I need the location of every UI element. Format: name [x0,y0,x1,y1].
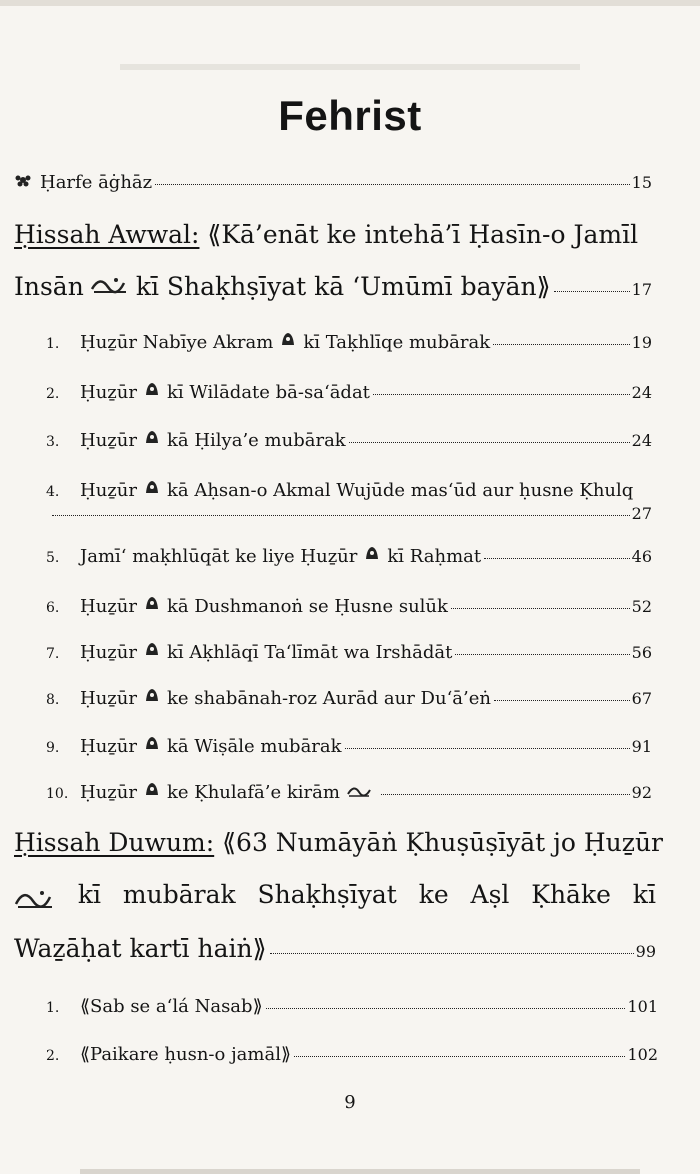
entry-number: 1. [46,1000,60,1016]
entry-number: 5. [46,550,60,566]
section-title-line2 [14,880,656,910]
entry-text-end: kā Aḥsan-o Akmal Wujūde mas‘ūd aur ḥusne Ḳhulq [166,480,634,501]
toc-entry-1[interactable] [0,330,700,353]
toc-page-number: 24 [631,431,652,450]
title-word: Ḳhāke [531,880,611,909]
entry-number: 2. [46,1048,60,1064]
toc-page-number: 99 [635,942,656,961]
bleed-through-text [0,58,700,80]
entry-text-end: kī Taḳhlīqe mubārak [303,332,491,353]
entry-text-end: kā Wiṣāle mubārak [166,736,342,757]
section-label: Ḥissah Awwal: [14,220,200,249]
title-word: Shaḳhṣīyat [257,880,397,909]
toc-page-number: 101 [627,997,658,1016]
title-word: mubārak [122,880,236,909]
entry-number: 2. [46,386,60,402]
salutation-icon [143,780,161,798]
entry-number: 6. [46,600,60,616]
entry-text-end: ke shabānah-roz Aurād aur Du‘ā’eṅ [166,688,491,709]
salutation-icon [143,594,161,612]
entry-text-start: Ḥuẕūr [80,480,137,501]
toc-entry-hissah-awwal[interactable] [0,272,700,301]
entry-text-end: kā Dushmanoṅ se Ḥusne sulūk [166,596,448,617]
toc-entry-6[interactable] [0,594,700,617]
toc-entry-4[interactable] [0,478,700,501]
toc-entry-duwum-1[interactable] [0,996,700,1017]
entry-text: ⟪Sab se a‘lá Nasab⟫ [80,996,263,1017]
dot-leader [455,654,629,655]
salutation-icon [143,640,161,658]
toc-entry-4-continuation[interactable] [0,504,700,523]
toc-entry-10[interactable] [0,780,700,803]
dot-leader [266,1008,626,1009]
toc-page-number: 15 [631,173,652,192]
title-word: ke [418,880,449,909]
dot-leader [554,291,630,292]
flower-ornament-icon [14,172,32,188]
entry-text-end: ke Ḳhulafā’e kirām [166,782,340,803]
salutation-icon [143,734,161,752]
toc-page-number: 27 [631,504,652,523]
salutation-icon [363,544,381,562]
calligraphy-salutation-icon [14,886,56,910]
entry-text-start: Ḥuẕūr [80,596,137,617]
toc-entry-2[interactable] [0,380,700,403]
entry-text-start: Ḥuẕūr Nabīye Akram [80,332,274,353]
toc-page-number: 56 [631,643,652,662]
toc-page-number: 17 [631,280,652,299]
entry-text-start: Ḥuẕūr [80,430,137,451]
entry-text-start: Ḥuẕūr [80,642,137,663]
dot-leader [494,700,630,701]
entry-number: 1. [46,336,60,352]
toc-page-number: 92 [631,783,652,802]
toc-entry-harfe-aghaz[interactable] [0,172,700,193]
entry-text: ⟪Paikare ḥusn-o jamāl⟫ [80,1044,291,1065]
title-word: kī [632,880,656,909]
section-title-line2-start: Insān [14,272,84,301]
toc-entry-9[interactable] [0,734,700,757]
calligraphy-salutation-icon [346,782,372,798]
section-title-line1: ⟪Kā’enāt ke intehā’ī Ḥasīn-o Jamīl [207,220,639,249]
toc-entry-8[interactable] [0,686,700,709]
entry-text-end: kī Aḳhlāqī Ta‘līmāt wa Irshādāt [166,642,453,663]
toc-page-number: 52 [631,597,652,616]
entry-number: 8. [46,692,60,708]
entry-number: 7. [46,646,60,662]
entry-number: 4. [46,484,60,500]
entry-text-start: Ḥuẕūr [80,736,137,757]
dot-leader [294,1056,625,1057]
entry-text-start: Jamī‘ maḳhlūqāt ke liye Ḥuẕūr [80,546,358,567]
entry-text-start: Ḥuẕūr [80,782,137,803]
dot-leader [270,953,634,954]
dot-leader [155,184,630,185]
section-label: Ḥissah Duwum: [14,828,215,857]
toc-page-number: 46 [631,547,652,566]
calligraphy-salutation-icon [90,273,130,295]
entry-text-end: kā Ḥilya’e mubārak [166,430,346,451]
entry-text-start: Ḥuẕūr [80,688,137,709]
page-title: Fehrist [278,92,422,139]
dot-leader [381,794,630,795]
toc-entry-3[interactable] [0,428,700,451]
toc-page-number: 24 [631,383,652,402]
salutation-icon [143,380,161,398]
entry-number: 10. [46,786,69,802]
entry-text-end: kī Raḥmat [387,546,482,567]
dot-leader [349,442,630,443]
salutation-icon [143,686,161,704]
page-top-edge [0,0,700,6]
toc-entry-5[interactable] [0,544,700,567]
dot-leader [345,748,630,749]
toc-page-number: 102 [627,1045,658,1064]
section-title-line1: ⟪63 Numāyāṅ Ḳhuṣūṣīyāt jo Ḥuẕūr [222,828,663,857]
entry-text-end: kī Wilādate bā-sa‘ādat [166,382,370,403]
section-heading-hissah-awwal [14,220,656,249]
dot-leader [373,394,630,395]
entry-number: 9. [46,740,60,756]
page-bottom-edge [80,1169,640,1174]
salutation-icon [143,478,161,496]
salutation-icon [143,428,161,446]
section-heading-hissah-duwum [14,828,663,857]
toc-page-number: 67 [631,689,652,708]
toc-page-number: 91 [631,737,652,756]
toc-page-number: 19 [631,333,652,352]
dot-leader [451,608,630,609]
dot-leader [493,344,630,345]
title-word: Aṣl [470,880,510,909]
toc-entry-label: Ḥarfe āġhāz [40,172,153,193]
entry-number: 3. [46,434,60,450]
toc-entry-7[interactable] [0,640,700,663]
dot-leader [484,558,630,559]
section-title-line2-end: kī Shaḳhṣīyat kā ‘Umūmī bayān⟫ [135,272,551,301]
section-title-line3: Waẕāḥat kartī haiṅ⟫ [14,934,267,963]
toc-entry-duwum-2[interactable] [0,1044,700,1065]
toc-entry-hissah-duwum[interactable] [0,934,700,963]
salutation-icon [279,330,297,348]
title-word: kī [77,880,102,909]
entry-text-start: Ḥuẕūr [80,382,137,403]
page-number: 9 [344,1092,356,1113]
dot-leader [52,515,630,516]
